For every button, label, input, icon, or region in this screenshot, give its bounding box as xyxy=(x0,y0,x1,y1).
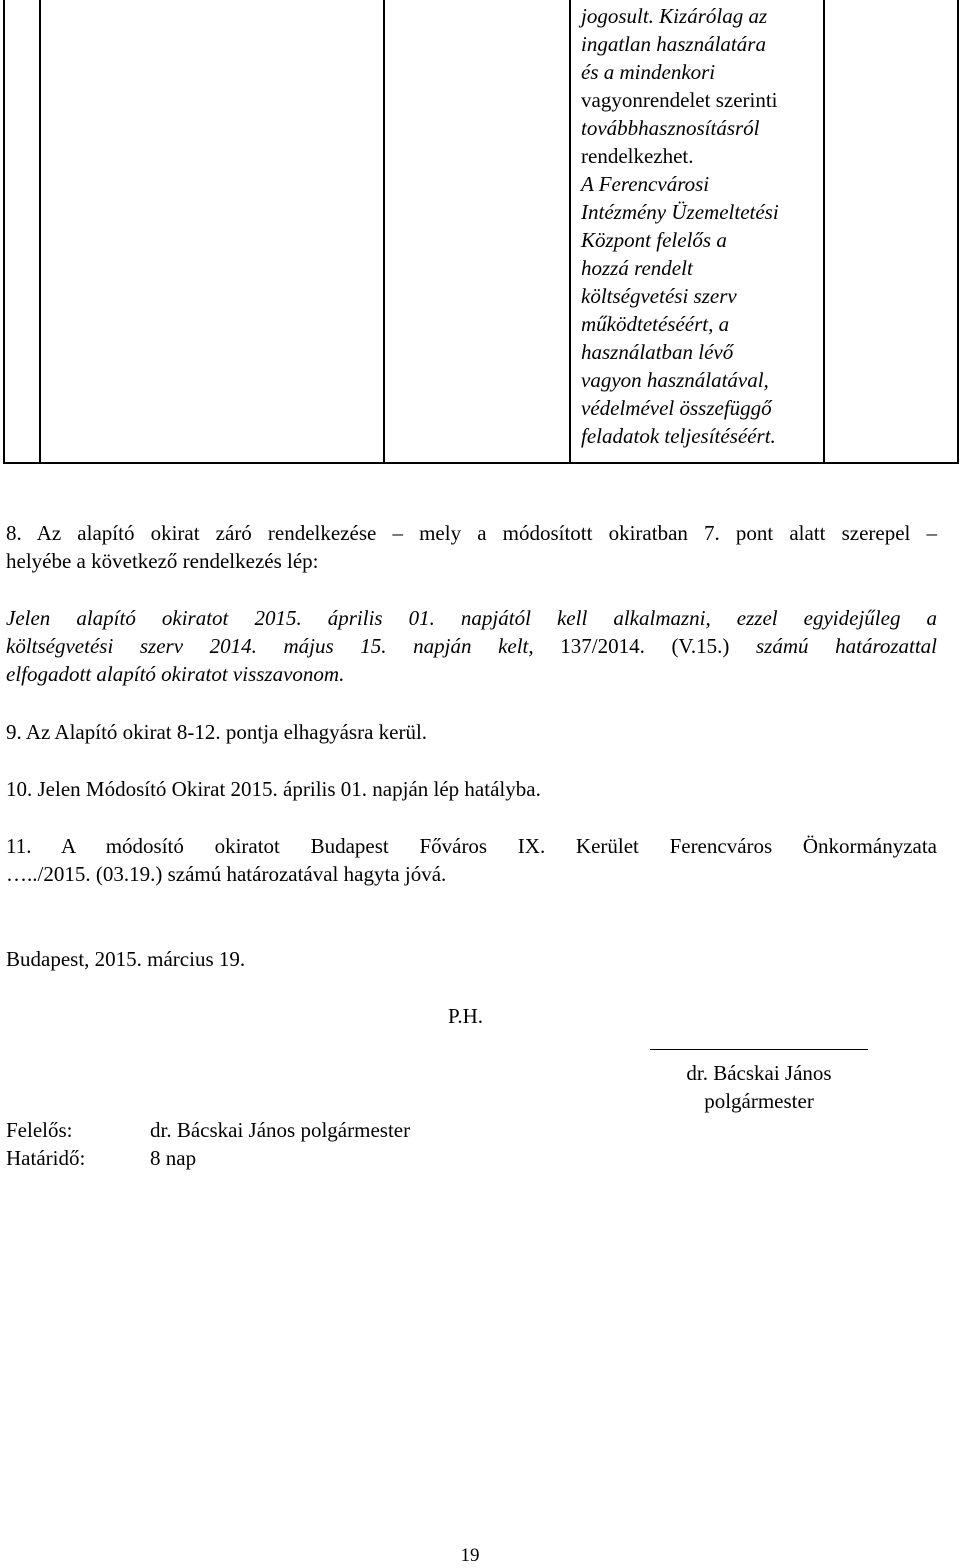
stamp-label: P.H. xyxy=(448,1004,484,1028)
table-border-left xyxy=(3,0,5,464)
section-9: 9. Az Alapító okirat 8-12. pontja elhagyásra kerül. xyxy=(6,720,428,744)
cell-line: működtetéséért, a xyxy=(581,312,730,336)
place-date: Budapest, 2015. március 19. xyxy=(6,947,246,971)
section-11-line1: 11. A módosító okiratot Budapest Főváros IX. Kerület Ferencváros Önkormányzata xyxy=(6,834,937,858)
table-cell-text xyxy=(581,2,821,450)
cell-line: feladatok teljesítéséért. xyxy=(581,424,776,448)
table-border-bottom xyxy=(3,462,959,464)
cell-line: rendelkezhet. xyxy=(581,144,694,168)
cell-line: továbbhasznosításról xyxy=(581,116,760,140)
cell-line: Intézmény Üzemeltetési xyxy=(581,200,779,224)
section-8-line2: helyébe a következő rendelkezés lép: xyxy=(6,549,319,573)
table-border-col2 xyxy=(383,0,385,464)
table-border-col1 xyxy=(39,0,41,464)
closing-line1: Jelen alapító okiratot 2015. április 01. napjától kell alkalmazni, ezzel egyidejűleg a xyxy=(6,606,937,630)
section-11 xyxy=(6,832,937,888)
responsible-label: Felelős: xyxy=(6,1118,73,1142)
signature-title: polgármester xyxy=(704,1089,814,1113)
closing-line2 xyxy=(6,632,937,660)
cell-line: jogosult. Kizárólag az xyxy=(581,4,768,28)
section-10: 10. Jelen Módosító Okirat 2015. április 01. napján lép hatályba. xyxy=(6,777,541,801)
closing-provision xyxy=(6,604,937,688)
cell-line: hozzá rendelt xyxy=(581,256,693,280)
page-number: 19 xyxy=(460,1545,480,1566)
closing-line2a: költségvetési szerv 2014. május 15. napján kelt, xyxy=(6,634,534,658)
signature-line xyxy=(650,1049,868,1050)
cell-line: költségvetési szerv xyxy=(581,284,737,308)
closing-line2c: számú határozattal xyxy=(756,634,938,658)
signature-name: dr. Bácskai János xyxy=(686,1061,832,1085)
cell-line: Központ felelős a xyxy=(581,228,727,252)
cell-line: vagyonrendelet szerinti xyxy=(581,88,778,112)
table-border-col3 xyxy=(569,0,571,464)
closing-line3: elfogadott alapító okiratot visszavonom. xyxy=(6,662,345,686)
section-11-line2: …../2015. (03.19.) számú határozatával hagyta jóvá. xyxy=(6,862,447,886)
table-border-col4 xyxy=(823,0,825,464)
section-8 xyxy=(6,519,937,575)
cell-line: és a mindenkori xyxy=(581,60,716,84)
table-border-right xyxy=(957,0,959,464)
cell-line: ingatlan használatára xyxy=(581,32,766,56)
cell-line: A Ferencvárosi xyxy=(581,172,710,196)
deadline-label: Határidő: xyxy=(6,1146,86,1170)
deadline-value: 8 nap xyxy=(150,1146,197,1170)
table-fragment xyxy=(3,0,957,464)
closing-line2b: 137/2014. (V.15.) xyxy=(560,634,730,658)
cell-line: használatban lévő xyxy=(581,340,734,364)
cell-line: védelmével összefüggő xyxy=(581,396,772,420)
responsible-value: dr. Bácskai János polgármester xyxy=(150,1118,411,1142)
section-8-line1: 8. Az alapító okirat záró rendelkezése – mely a módosított okiratban 7. pont alatt szerepel – xyxy=(6,521,937,545)
cell-line: vagyon használatával, xyxy=(581,368,769,392)
